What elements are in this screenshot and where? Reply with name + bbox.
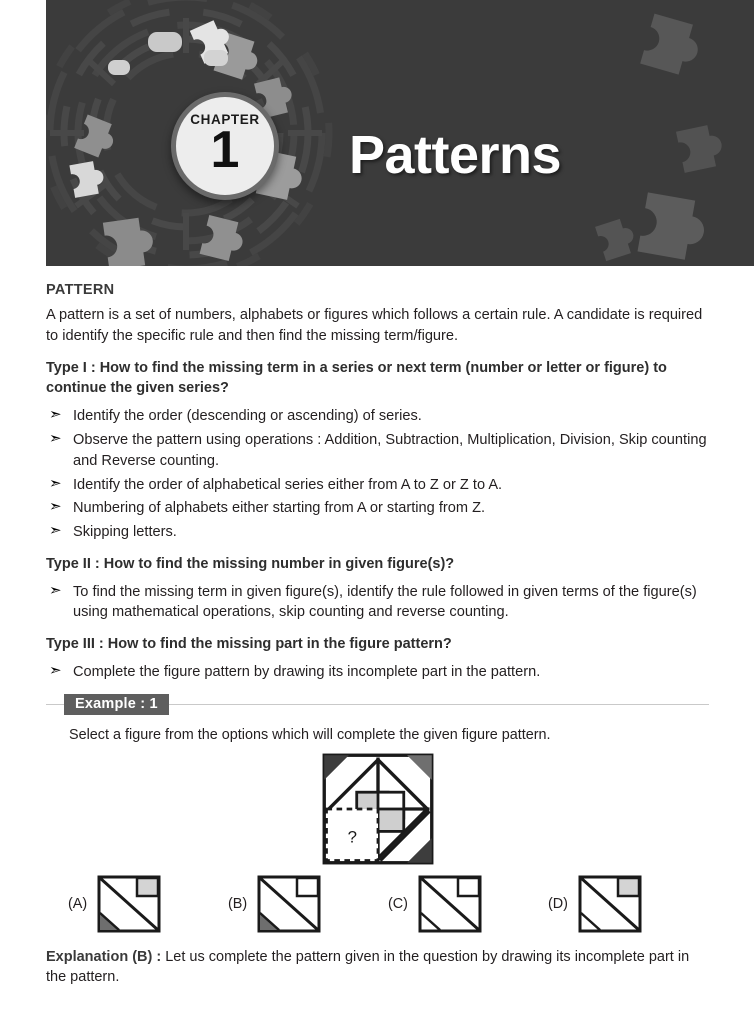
curved-arrow-bullet-icon: ➣ <box>49 522 62 540</box>
option-d-label: (D) <box>548 896 568 913</box>
section-heading: PATTERN <box>46 282 115 298</box>
divider-right <box>169 704 709 705</box>
option-c-label: (C) <box>388 896 408 913</box>
curved-arrow-bullet-icon: ➣ <box>49 474 62 492</box>
curved-arrow-bullet-icon: ➣ <box>49 498 62 516</box>
list-item-text: Identify the order (descending or ascending) of series. <box>73 408 422 425</box>
option-d[interactable] <box>548 875 708 933</box>
curved-arrow-bullet-icon: ➣ <box>49 430 62 448</box>
chapter-number: 1 <box>210 121 240 180</box>
list-item-text: Identify the order of alphabetical series either from A to Z or Z to A. <box>73 476 503 493</box>
list-item-text: Skipping letters. <box>73 524 177 541</box>
section-intro: A pattern is a set of numbers, alphabets or figures which follows a certain rule. A candidate is required to identify the specific rule and then find the missing term/figure. <box>46 307 703 344</box>
divider-left <box>46 704 64 705</box>
option-b-label: (B) <box>228 896 248 913</box>
option-b-small-square <box>297 878 318 896</box>
list-item-text: Complete the figure pattern by drawing its incomplete part in the pattern. <box>73 664 541 681</box>
main-figure-row <box>46 753 709 865</box>
option-a[interactable] <box>68 875 228 933</box>
option-a-small-square <box>137 878 158 896</box>
type-1-bullet-list <box>46 406 709 542</box>
options-row <box>46 875 709 933</box>
pattern-figure <box>322 753 434 865</box>
question-text: Select a figure from the options which will complete the given figure pattern. <box>69 726 551 743</box>
missing-cell-marker: ? <box>347 827 357 847</box>
chapter-banner <box>46 0 754 266</box>
type-heading-1: Type I : How to find the missing term in a series or next term (number or letter or figure) to continue the given series? <box>46 360 667 397</box>
explanation-text: Let us complete the pattern given in the question by drawing its incomplete part in the pattern. <box>46 949 690 986</box>
list-item-text: Numbering of alphabets either starting from A or starting from Z. <box>73 500 486 517</box>
small-square-gray-bottom <box>378 809 404 831</box>
list-item <box>46 662 709 683</box>
page-content <box>46 282 709 988</box>
curved-arrow-bullet-icon: ➣ <box>49 406 62 424</box>
explanation <box>46 947 709 988</box>
list-item <box>46 430 709 471</box>
option-c[interactable] <box>388 875 548 933</box>
list-item <box>46 498 709 519</box>
curved-arrow-bullet-icon: ➣ <box>49 662 62 680</box>
option-d-figure <box>578 875 642 933</box>
explanation-label: Explanation (B) : <box>46 949 162 966</box>
list-item <box>46 406 709 427</box>
list-item <box>46 522 709 543</box>
option-a-figure <box>97 875 161 933</box>
curved-arrow-bullet-icon: ➣ <box>49 581 62 599</box>
type-3-bullet-list <box>46 662 709 683</box>
chapter-word: CHAPTER <box>190 111 260 127</box>
list-item <box>46 475 709 496</box>
type-2-bullet-list <box>46 582 709 623</box>
list-item-text: Observe the pattern using operations : Addition, Subtraction, Multiplication, Division, Skip counting and Reverse counting. <box>73 432 707 469</box>
option-a-label: (A) <box>68 896 88 913</box>
option-b[interactable] <box>228 875 388 933</box>
list-item-text: To find the missing term in given figure(s), identify the rule followed in given terms of the figure(s) using mathematical operations, skip counting and reverse counting. <box>73 583 697 621</box>
example-header <box>46 694 709 715</box>
option-d-small-square <box>618 878 639 896</box>
list-item <box>46 582 709 623</box>
option-b-figure <box>257 875 321 933</box>
option-c-small-square <box>458 878 479 896</box>
type-heading-3: Type III : How to find the missing part in the figure pattern? <box>46 636 452 653</box>
type-heading-2: Type II : How to find the missing number in given figure(s)? <box>46 555 455 572</box>
example-tag: Example : 1 <box>64 694 169 715</box>
option-c-figure <box>418 875 482 933</box>
page-title: Patterns <box>348 125 562 185</box>
